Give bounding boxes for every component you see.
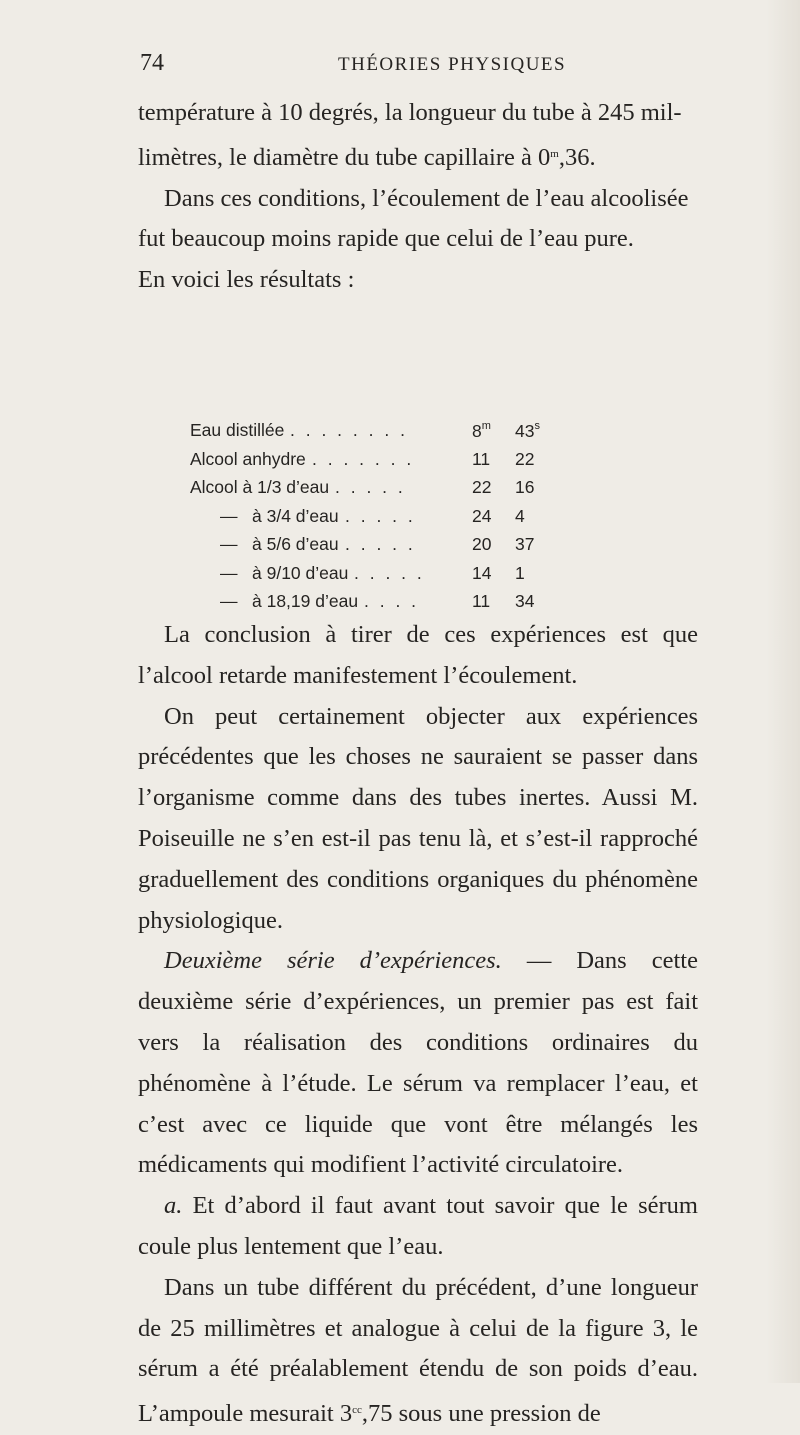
row-label: à 18,19 d’eau	[252, 591, 359, 611]
table-row	[190, 449, 650, 478]
value-seconds: 37	[515, 534, 535, 554]
running-head: THÉORIES PHYSIQUES	[338, 54, 567, 75]
value-minutes: 11	[472, 591, 491, 611]
dot-leader: . . . .	[364, 591, 420, 611]
value-seconds: 22	[515, 448, 535, 469]
paragraph-continuation	[138, 93, 698, 301]
value-seconds: 34	[515, 591, 535, 611]
point-a-label: a.	[164, 1192, 183, 1220]
value-seconds: 4	[515, 505, 525, 526]
table-row	[190, 563, 650, 592]
table-row	[190, 506, 650, 535]
page-header	[140, 50, 700, 84]
dot-leader: . . . . . . .	[312, 448, 415, 469]
text-line: En voici les résultats :	[138, 266, 355, 294]
section-title: Deuxième série d’expériences.	[164, 947, 502, 975]
value-seconds: 16	[515, 477, 535, 497]
dot-leader: . . . . .	[354, 562, 425, 583]
ditto-dash: —	[220, 534, 238, 554]
text-line: fut beaucoup moins rapide que celui de l’eau pure.	[138, 225, 634, 253]
value-minutes: 14	[472, 562, 492, 583]
second-series-paragraph: Deuxième série d’expériences. — Dans cette deuxième série d’expériences, un premier pas est fait vers la réalisation des conditions ordinaires du phénomène à l’étude. Le sérum va remplacer l’eau, et c’est avec ce liquide que vont être mélangés les médicaments qui modifient l’activité circulatoire.	[138, 947, 698, 1179]
value-minutes: 11	[472, 448, 491, 469]
table-row	[190, 477, 650, 506]
ditto-dash: —	[220, 505, 238, 526]
dot-leader: . . . . .	[345, 505, 416, 526]
page-edge-shadow	[766, 0, 800, 1383]
text-line: Dans ces conditions, l’écoulement de l’eau alcoolisée	[164, 184, 689, 212]
value-seconds: 1	[515, 562, 525, 583]
text-line: température à 10 degrés, la longueur du tube à 245 mil-	[138, 99, 682, 126]
value-minutes: 20	[472, 534, 492, 554]
row-label: à 9/10 d’eau	[252, 562, 349, 583]
row-label: Alcool à 1/3 d’eau	[190, 477, 330, 497]
value-minutes: 24	[472, 505, 492, 526]
row-label: à 3/4 d’eau	[252, 505, 339, 526]
results-table	[190, 420, 650, 620]
row-label: Eau distillée	[190, 420, 285, 440]
table-row	[190, 420, 650, 449]
value-minutes: 8$^m$	[472, 420, 491, 441]
body-text	[138, 615, 698, 1435]
value-minutes: 22	[472, 477, 492, 497]
objection-paragraph: On peut certainement objecter aux expériences précédentes que les choses ne sauraient se passer dans l’organisme comme dans des tubes inertes. Aussi M. Poiseuille ne s’en est-il pas tenu là, et s’est-il rapproché graduellement des conditions organiques du phénomène physiologique.	[138, 702, 698, 934]
table-row	[190, 534, 650, 563]
point-a-paragraph: a. Et d’abord il faut avant tout savoir que le sérum coule plus lentement que l’eau.	[138, 1192, 698, 1260]
row-label: à 5/6 d’eau	[252, 534, 339, 554]
dot-leader: . . . . .	[335, 477, 406, 497]
ditto-dash: —	[220, 562, 238, 583]
dot-leader: . . . . . . . .	[290, 420, 408, 440]
page-number: 74	[140, 50, 164, 76]
serum-experiment-paragraph: Dans un tube différent du précédent, d’une longueur de 25 millimètres et analogue à celui de la figure 3, le sérum a été préalablement étendu de son poids d’eau. L’ampoule mesurait $3^{cc},75$ sous une pression de	[138, 1273, 698, 1428]
text-line: limètres, le diamètre du tube capillaire à 0$^m$,36.	[138, 143, 596, 171]
ditto-dash: —	[220, 591, 238, 611]
dot-leader: . . . . .	[345, 534, 416, 554]
row-label: Alcool anhydre	[190, 448, 306, 469]
conclusion-paragraph: La conclusion à tirer de ces expériences est que l’alcool retarde manifestement l’écoulement.	[138, 621, 698, 689]
value-seconds: 43$^s$	[515, 420, 540, 441]
